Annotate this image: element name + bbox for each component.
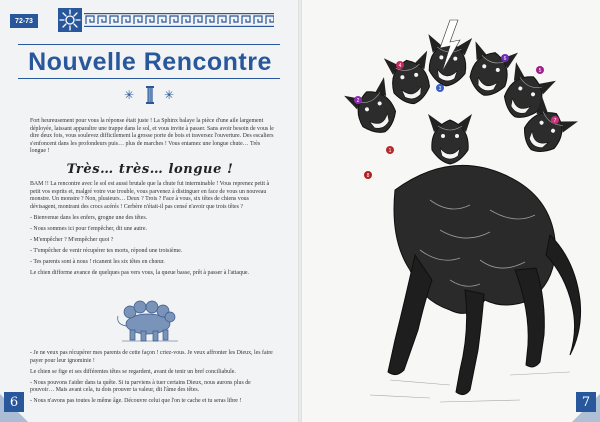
paragraph-range-tab: 72-73 (10, 14, 38, 28)
head-number-marker (386, 146, 394, 154)
svg-text:5: 5 (538, 67, 542, 74)
head-number-marker (396, 61, 404, 69)
greek-key-unit (266, 16, 274, 24)
ending-text (30, 350, 276, 409)
svg-text:1: 1 (388, 147, 392, 154)
intro-text (30, 118, 276, 159)
greek-key-unit (110, 16, 118, 24)
dialogue-line: - Nous sommes ici pour t'empêcher, dit une autre. (30, 225, 147, 232)
greek-key-unit (122, 16, 130, 24)
dialogue-line: - Je ne veux pas récupérer mes parents de cette façon ! criez-vous. Je veux affronter les Dieux, les faire payer pour leur ignominie ! (30, 350, 273, 364)
title-rule-top (18, 44, 280, 45)
story-paragraph: BAM !! La rencontre avec le sol est aussi brutale que la chute fut interminable ! Vous reprenez petit à petit vos esprits et, malgré votre vue trouble, vous parvenez à distinguer en face de vous un nouveau monstre. Un monstre ? Non, plusieurs… Deux ? Trois ? Face à vous, six têtes de chiens vous dévisagent, montrant des crocs acérés ! Cerbère n'était-il pas censé n'avoir que trois têtes ? (30, 181, 270, 210)
greek-key-unit (206, 16, 214, 24)
dog-head (428, 114, 472, 164)
greek-key-unit (218, 16, 226, 24)
column-ornament-icon (118, 84, 182, 106)
greek-key-unit (182, 16, 190, 24)
section-subtitle: Très… très… longue ! (66, 162, 234, 177)
greek-key-unit (158, 16, 166, 24)
page-title: Nouvelle Rencontre (28, 48, 272, 76)
svg-text:4: 4 (398, 62, 402, 69)
greek-key-unit (86, 16, 94, 24)
svg-text:2: 2 (356, 97, 360, 104)
story-text (30, 181, 276, 281)
head-number-marker (501, 54, 509, 62)
greek-key-unit (146, 16, 154, 24)
cerberus-sketch-icon (108, 294, 188, 344)
greek-key-unit (98, 16, 106, 24)
right-page (300, 0, 600, 422)
greek-key-border (84, 13, 274, 27)
svg-text:7: 7 (553, 117, 557, 124)
book-gutter (298, 0, 302, 422)
greek-key-unit (170, 16, 178, 24)
greek-key-unit (242, 16, 250, 24)
svg-text:8: 8 (366, 172, 370, 179)
sun-emblem-icon (58, 8, 82, 32)
head-number-marker (436, 84, 444, 92)
svg-text:3: 3 (438, 85, 442, 92)
six-headed-dog-illustration (300, 0, 600, 422)
head-number-marker (364, 171, 372, 179)
head-number-marker (354, 96, 362, 104)
greek-key-unit (134, 16, 142, 24)
intro-paragraph: Fort heureusement pour vous la réponse était juste ! La Sphinx balaye la pièce d'une aile largement déployée, laissant apparaître une trappe dans le sol, et vous invite à passer. Sans avoir besoin de vous le dire deux fois, vous soulevez difficilement la grosse porte de bois et traversez l'ouverture. Des escaliers s'enfoncent dans les profondeurs puis… plus de marches ! Vous entamez une longue chute… Très longue ! (30, 118, 274, 155)
greek-key-unit (194, 16, 202, 24)
page-number-left: 6 (4, 392, 24, 412)
greek-key-unit (254, 16, 262, 24)
story-paragraph: Le chien se fige et ses différentes têtes se regardent, avant de tenir un bref conciliabule. (30, 368, 236, 375)
page-number-right: 7 (576, 392, 596, 412)
svg-text:✳: ✳ (164, 88, 175, 102)
dialogue-line: - T'empêcher de venir récupérer tes morts, répond une troisième. (30, 247, 183, 254)
dialogue-line: - Nous pouvons t'aider dans ta quête. Si tu parviens à tuer certains Dieux, nous aurons plus de pouvoir… Mais avant cela, tu dois prouver ta valeur, dit l'âme des têtes. (30, 379, 251, 394)
dialogue-line: - Nous n'avons pas toutes le même âge. Découvre celui que l'on te cache et tu seras libre ! (30, 398, 242, 405)
dialogue-line: - Bienvenue dans les enfers, grogne une des têtes. (30, 214, 148, 221)
svg-text:✳: ✳ (124, 88, 135, 102)
greek-key-unit (230, 16, 238, 24)
dog-head (384, 51, 436, 108)
title-rule-bottom (18, 78, 280, 79)
dialogue-line: - M'empêcher ? M'empêcher quoi ? (30, 236, 114, 243)
story-paragraph: Le chien difforme avance de quelques pas vers vous, la queue basse, prêt à passer à l'attaque. (30, 269, 249, 276)
head-number-marker (551, 116, 559, 124)
head-number-marker (536, 66, 544, 74)
dialogue-line: - Tes parents sont à nous ! ricanent les six têtes en chœur. (30, 258, 165, 265)
svg-text:6: 6 (503, 55, 507, 62)
